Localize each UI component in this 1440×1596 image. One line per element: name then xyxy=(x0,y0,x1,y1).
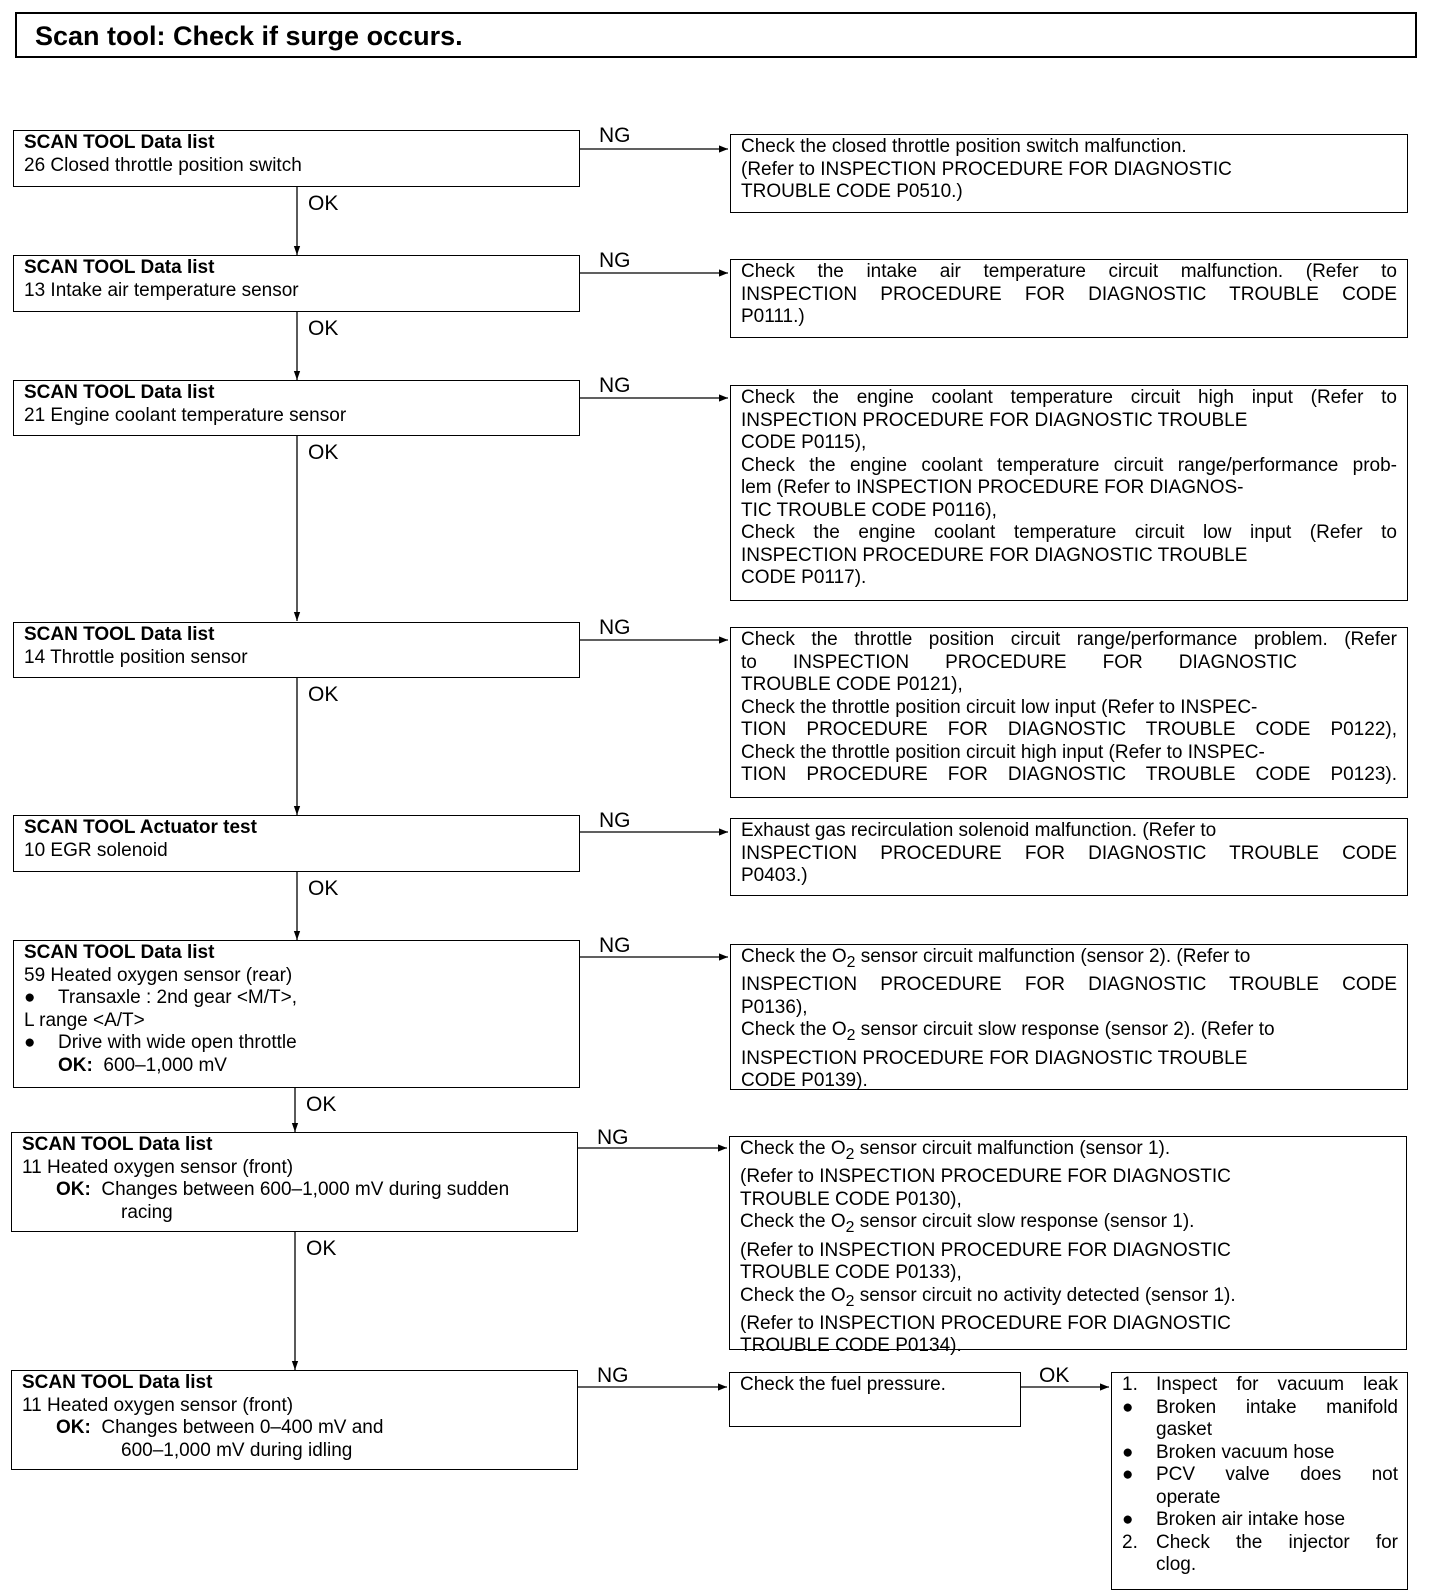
bullet-icon: ● xyxy=(1122,1464,1134,1485)
text-run: sensor circuit no activity detected (sensor 1). xyxy=(854,1284,1236,1306)
step-6-heading: SCAN TOOL Data list xyxy=(24,942,215,963)
step-6-item: L range <A/T> xyxy=(24,1009,145,1031)
final-bullet xyxy=(1122,1397,1398,1420)
result-3-line: Check the engine coolant temperature circuit low input (Refer to xyxy=(741,522,1397,543)
result-7-line xyxy=(740,1285,1396,1313)
final-item-2 xyxy=(1122,1532,1398,1555)
ok-label-4: OK xyxy=(308,683,339,706)
result-4-line: TION PROCEDURE FOR DIAGNOSTIC TROUBLE CODE P0123). xyxy=(741,764,1397,785)
ng-label-6: NG xyxy=(599,934,631,957)
ng-label-2: NG xyxy=(599,249,631,272)
text-run: Check the O xyxy=(741,1019,847,1041)
result-1-box xyxy=(730,134,1408,213)
step-5-item: 10 EGR solenoid xyxy=(24,839,168,861)
result-5-line: INSPECTION PROCEDURE FOR DIAGNOSTIC TROUBLE CODE xyxy=(741,842,1397,864)
ok-criteria-label: OK: xyxy=(56,1179,91,1200)
result-5-line: Exhaust gas recirculation solenoid malfunction. (Refer to xyxy=(741,820,1217,841)
result-3-line: Check the engine coolant temperature circuit range/performance prob- xyxy=(741,454,1397,476)
ok-label-7: OK xyxy=(306,1237,337,1260)
step-6-ok xyxy=(24,1055,569,1078)
ok-label-8: OK xyxy=(1039,1364,1070,1387)
step-6-condition: Drive with wide open throttle xyxy=(58,1032,297,1053)
result-2-line: Check the intake air temperature circuit malfunction. (Refer to xyxy=(741,261,1397,282)
step-7-ok xyxy=(22,1179,567,1202)
step-6-bullet xyxy=(24,987,569,1010)
result-7-line: TROUBLE CODE P0130), xyxy=(740,1188,962,1210)
final-checklist-box xyxy=(1111,1372,1408,1590)
step-7-item: 11 Heated oxygen sensor (front) xyxy=(22,1156,294,1178)
step-1-item: 26 Closed throttle position switch xyxy=(24,154,302,176)
result-3-box xyxy=(730,385,1408,601)
final-item-text: Inspect for vacuum leak xyxy=(1156,1374,1398,1395)
result-1-line: Check the closed throttle position switch malfunction. xyxy=(741,136,1187,157)
step-number: 2. xyxy=(1122,1531,1138,1553)
final-bullet xyxy=(1122,1509,1398,1532)
final-item-text: gasket xyxy=(1156,1419,1212,1440)
ok-criteria-value: Changes between 0–400 mV and xyxy=(101,1417,384,1438)
final-item-text: operate xyxy=(1156,1486,1221,1508)
result-3-line: lem (Refer to INSPECTION PROCEDURE FOR DIAGNOS- xyxy=(741,477,1244,498)
result-7-line: (Refer to INSPECTION PROCEDURE FOR DIAGNOSTIC xyxy=(740,1166,1231,1188)
ok-criteria-value: 600–1,000 mV during idling xyxy=(121,1439,353,1461)
text-run: Check the O xyxy=(740,1138,846,1159)
result-3-line: Check the engine coolant temperature circuit high input (Refer to xyxy=(741,387,1397,408)
step-4-box xyxy=(13,622,580,678)
ok-label-3: OK xyxy=(308,441,339,464)
ok-label-2: OK xyxy=(308,317,339,340)
result-4-line: Check the throttle position circuit high input (Refer to INSPEC- xyxy=(741,741,1265,763)
step-6-item: 59 Heated oxygen sensor (rear) xyxy=(24,964,293,986)
bullet-icon: ● xyxy=(24,1032,36,1053)
subscript: 2 xyxy=(846,953,856,971)
step-2-box xyxy=(13,255,580,312)
final-item-text: Broken intake manifold xyxy=(1156,1396,1398,1418)
ng-label-7: NG xyxy=(597,1126,629,1149)
result-3-line: INSPECTION PROCEDURE FOR DIAGNOSTIC TROUBLE xyxy=(741,409,1248,431)
final-item-text: Broken vacuum hose xyxy=(1156,1441,1335,1463)
subscript: 2 xyxy=(845,1145,855,1163)
step-2-item: 13 Intake air temperature sensor xyxy=(24,279,299,301)
result-5-box xyxy=(730,818,1408,896)
result-2-line: P0111.) xyxy=(741,306,805,327)
bullet-icon: ● xyxy=(24,987,36,1008)
step-6-box xyxy=(13,940,580,1088)
result-4-box xyxy=(730,627,1408,798)
ng-label-1: NG xyxy=(599,124,631,147)
subscript: 2 xyxy=(845,1219,855,1237)
result-7-line: (Refer to INSPECTION PROCEDURE FOR DIAGNOSTIC xyxy=(740,1312,1231,1334)
page-title: Scan tool: Check if surge occurs. xyxy=(15,12,1417,58)
result-1-line: (Refer to INSPECTION PROCEDURE FOR DIAGNOSTIC xyxy=(741,158,1232,180)
final-bullet xyxy=(1122,1442,1398,1465)
step-4-item: 14 Throttle position sensor xyxy=(24,646,248,668)
step-3-box xyxy=(13,380,580,436)
bullet-icon: ● xyxy=(1122,1396,1134,1418)
step-4-heading: SCAN TOOL Data list xyxy=(24,624,215,645)
ok-label-6: OK xyxy=(306,1093,337,1116)
result-4-line: to INSPECTION PROCEDURE FOR DIAGNOSTIC xyxy=(741,651,1297,673)
ok-criteria-value: racing xyxy=(121,1201,173,1223)
result-4-line: TION PROCEDURE FOR DIAGNOSTIC TROUBLE CODE P0122), xyxy=(741,719,1397,740)
step-7-heading: SCAN TOOL Data list xyxy=(22,1134,213,1155)
ng-label-5: NG xyxy=(599,809,631,832)
text-run: sensor circuit slow response (sensor 1). xyxy=(854,1211,1195,1233)
result-4-line: Check the throttle position circuit range/performance problem. (Refer xyxy=(741,629,1397,650)
ok-label-1: OK xyxy=(308,192,339,215)
result-4-line: Check the throttle position circuit low input (Refer to INSPEC- xyxy=(741,696,1258,718)
step-1-heading: SCAN TOOL Data list xyxy=(24,132,215,153)
step-6-condition: Transaxle : 2nd gear <M/T>, xyxy=(58,987,298,1008)
step-6-bullet xyxy=(24,1032,569,1055)
final-item-text: Broken air intake hose xyxy=(1156,1509,1346,1530)
result-7-line: TROUBLE CODE P0133), xyxy=(740,1262,962,1284)
result-2-box xyxy=(730,259,1408,338)
step-8-heading: SCAN TOOL Data list xyxy=(22,1372,213,1393)
final-bullet xyxy=(1122,1464,1398,1487)
text-run: sensor circuit malfunction (sensor 1). xyxy=(854,1138,1171,1159)
result-6-box xyxy=(730,944,1408,1090)
result-3-line: INSPECTION PROCEDURE FOR DIAGNOSTIC TROUBLE xyxy=(741,544,1248,566)
step-8-item: 11 Heated oxygen sensor (front) xyxy=(22,1394,294,1416)
step-8-ok xyxy=(22,1417,567,1440)
result-6-line xyxy=(741,1019,1397,1047)
bullet-icon: ● xyxy=(1122,1509,1134,1530)
subscript: 2 xyxy=(845,1292,855,1310)
result-7-line: (Refer to INSPECTION PROCEDURE FOR DIAGNOSTIC xyxy=(740,1239,1231,1261)
step-3-item: 21 Engine coolant temperature sensor xyxy=(24,404,347,426)
ok-criteria-label: OK: xyxy=(58,1054,93,1076)
result-6-line: INSPECTION PROCEDURE FOR DIAGNOSTIC TROUBLE CODE xyxy=(741,974,1397,996)
step-8-box xyxy=(11,1370,578,1470)
result-5-line: P0403.) xyxy=(741,865,808,886)
result-6-line xyxy=(741,946,1397,974)
text-run: Check the O xyxy=(741,946,847,967)
result-7-line xyxy=(740,1138,1396,1166)
result-7-line xyxy=(740,1211,1396,1239)
result-7-line: TROUBLE CODE P0134). xyxy=(740,1335,962,1357)
ok-criteria-value: Changes between 600–1,000 mV during sudden xyxy=(101,1179,510,1200)
fuel-pressure-text: Check the fuel pressure. xyxy=(740,1374,946,1395)
step-1-box xyxy=(13,130,580,187)
ok-criteria-value: 600–1,000 mV xyxy=(103,1054,227,1076)
final-item-1 xyxy=(1122,1374,1398,1397)
ng-label-4: NG xyxy=(599,616,631,639)
result-3-line: CODE P0115), xyxy=(741,432,867,453)
result-7-box xyxy=(729,1136,1407,1357)
step-2-heading: SCAN TOOL Data list xyxy=(24,257,215,278)
text-run: Check the O xyxy=(740,1284,846,1306)
text-run: sensor circuit malfunction (sensor 2). (Refer to xyxy=(855,946,1251,967)
step-7-box xyxy=(11,1132,578,1232)
step-5-box xyxy=(13,815,580,872)
ok-criteria-label: OK: xyxy=(56,1417,91,1438)
subscript: 2 xyxy=(846,1027,856,1045)
text-run: Check the O xyxy=(740,1211,846,1233)
step-5-heading: SCAN TOOL Actuator test xyxy=(24,817,257,838)
final-item-text: Check the injector for xyxy=(1156,1531,1398,1553)
step-number: 1. xyxy=(1122,1374,1138,1395)
text-run: sensor circuit slow response (sensor 2). (Refer to xyxy=(855,1019,1275,1041)
final-item-text: clog. xyxy=(1156,1554,1197,1575)
ng-label-8: NG xyxy=(597,1364,629,1387)
fuel-pressure-box xyxy=(729,1372,1021,1427)
result-6-line: CODE P0139). xyxy=(741,1070,868,1092)
result-2-line: INSPECTION PROCEDURE FOR DIAGNOSTIC TROUBLE CODE xyxy=(741,283,1397,305)
ng-label-3: NG xyxy=(599,374,631,397)
final-item-text: PCV valve does not xyxy=(1156,1464,1398,1485)
result-1-line: TROUBLE CODE P0510.) xyxy=(741,181,963,202)
step-3-heading: SCAN TOOL Data list xyxy=(24,382,215,403)
ok-label-5: OK xyxy=(308,877,339,900)
result-6-line: INSPECTION PROCEDURE FOR DIAGNOSTIC TROUBLE xyxy=(741,1047,1248,1069)
bullet-icon: ● xyxy=(1122,1441,1134,1463)
result-3-line: TIC TROUBLE CODE P0116), xyxy=(741,499,997,521)
result-3-line: CODE P0117). xyxy=(741,567,867,588)
result-4-line: TROUBLE CODE P0121), xyxy=(741,674,963,695)
result-6-line: P0136), xyxy=(741,996,808,1018)
